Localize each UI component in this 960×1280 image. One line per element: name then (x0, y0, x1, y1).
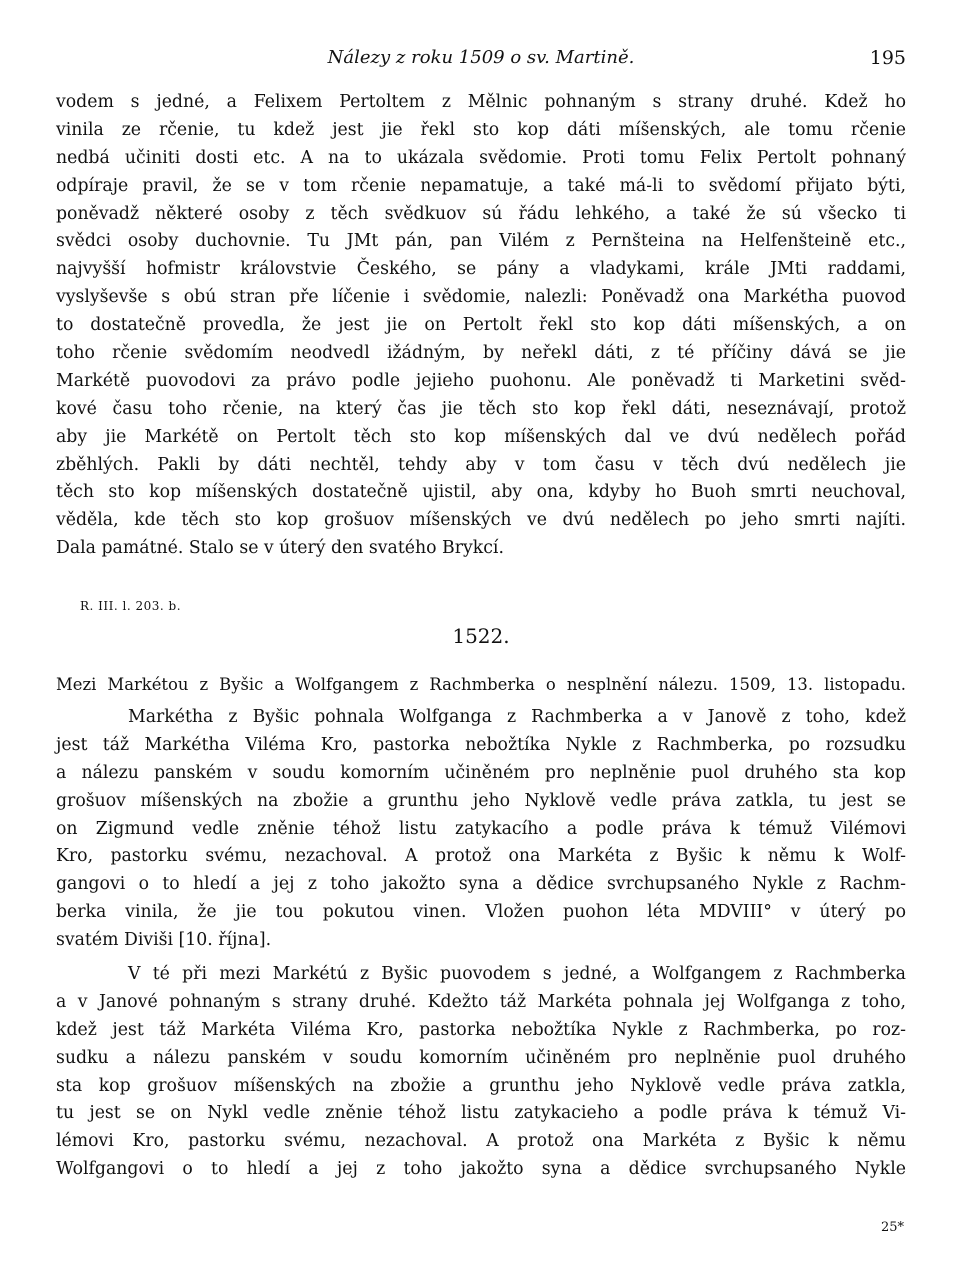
entry-summary: Mezi Markétou z Byšic a Wolfgangem z Rachmberka o nesplnění nálezu. 1509, 13. listopadu. (56, 675, 906, 694)
text-line: svatém Diviši [10. října]. (56, 930, 272, 951)
running-title: Nálezy z roku 1509 o sv. Martině. (327, 47, 635, 68)
text-line: Kro, pastorku svému, nezachoval. A protož ona Markéta z Byšic k němu k Wolf- (56, 846, 906, 867)
running-head (56, 44, 906, 72)
text-line: V té při mezi Markétú z Byšic puovodem s jedné, a Wolfgangem z Rachmberka (128, 964, 906, 984)
text-line: nedbá učiniti dosti etc. A na to ukázala svědomie. Proti tomu Felix Pertolt pohnaný (56, 147, 906, 168)
text-line: vodem s jedné, a Felixem Pertoltem z Mělnic pohnaným s strany druhé. Kdež ho (56, 92, 906, 112)
page-number: 195 (869, 47, 906, 69)
text-line: toho rčenie svědomím neodvedl ižádným, by neřekl dáti, z té příčiny dává se jie (56, 343, 906, 364)
text-line: Dala památné. Stalo se v úterý den svatého Brykcí. (56, 538, 504, 559)
signature-mark: 25* (880, 1220, 904, 1235)
text-line: jest táž Markétha Viléma Kro, pastorka nebožtíka Nykle z Rachmberka, po rozsudku (56, 734, 906, 755)
text-line: to dostatečně provedla, že jest jie on Pertolt řekl sto kop dáti míšenských, a on (56, 315, 906, 336)
entry-paragraph-1 (56, 704, 906, 955)
text-line: věděla, kde těch sto kop grošuov míšenských ve dvú nedělech po jeho smrti najíti. (56, 510, 906, 531)
text-line: poněvadž některé osoby z těch svědkuov sú řádu lehkého, a také že sú všecko ti (56, 203, 906, 224)
text-line: vinila ze rčenie, tu kdež jest jie řekl sto kop dáti míšenských, ale tomu rčenie (56, 119, 906, 140)
text-line: kdež jest táž Markéta Viléma Kro, pastorka nebožtíka Nykle z Rachmberka, po roz- (56, 1019, 906, 1040)
text-line: tu jest se on Nykl vedle zněnie téhož listu zatykacieho a podle práva k témuž Vi- (56, 1103, 906, 1124)
text-line: gangovi o to hledí a jej z toho jakožto syna a dědice svrchupsaného Nykle z Rachm- (56, 874, 906, 895)
text-line: sta kop grošuov míšenských na zbožie a grunthu jeho Nyklově vedle práva zatkla, (56, 1075, 906, 1096)
archive-reference: R. III. l. 203. b. (80, 599, 182, 613)
text-line: aby jie Markétě on Pertolt těch sto kop míšenských dal ve dvú nedělech pořád (56, 426, 906, 447)
text-line: a v Janové pohnaným s strany druhé. Kdežto táž Markéta pohnala jej Wolfganga z toho, (56, 991, 906, 1012)
text-line: berka vinila, že jie tou pokutou vinen. Vložen puohon léta MDVIII° v úterý po (56, 902, 906, 923)
text-line: odpíraje pravil, že se v tom rčenie nepamatuje, a také má-li to svědomí přijato býti, (56, 175, 906, 196)
text-line: svědci osoby duchovnie. Tu JMt pán, pan Vilém z Pernšteina na Helfenšteině etc., (56, 231, 906, 252)
text-line: kové času toho rčenie, na který čas jie těch sto kop řekl dáti, neseznávají, protož (56, 398, 906, 419)
text-line: Markétě puovodovi za právo podle jejieho puohonu. Ale poněvadž ti Marketini svěd- (56, 370, 906, 391)
text-line: Markétha z Byšic pohnala Wolfganga z Rachmberka a v Janově z toho, kdež (128, 707, 906, 727)
text-line: Wolfgangovi o to hledí a jej z toho jakožto syna a dědice svrchupsaného Nykle (56, 1159, 906, 1180)
entry-paragraph-2 (56, 961, 906, 1184)
continued-paragraph (56, 89, 906, 563)
text-line: sudku a nálezu panském v soudu komorním učiněném pro neplněnie puol druhého (56, 1047, 906, 1068)
text-line: zběhlých. Pakli by dáti nechtěl, tehdy aby v tom času v těch dvú nedělech jie (56, 454, 906, 475)
text-line: vyslyševše s obú stran pře líčenie i svědomie, nalezli: Poněvadž ona Markétha puovod (56, 287, 906, 308)
text-line: a nálezu panském v soudu komorním učiněném pro neplněnie puol druhého sta kop (56, 762, 906, 783)
text-line: těch sto kop míšenských dostatečně ujistil, aby ona, kdyby ho Buoh smrti neuchoval, (56, 482, 906, 503)
text-line: grošuov míšenských na zbožie a grunthu jeho Nyklově vedle práva zatkla, tu jest se (56, 790, 906, 811)
text-line: on Zigmund vedle zněnie téhož listu zatykacího a podle práva k témuž Vilémovi (56, 818, 906, 839)
entry-number: 1522. (452, 624, 510, 648)
text-line: lémovi Kro, pastorku svému, nezachoval. A protož ona Markéta z Byšic k němu (56, 1131, 906, 1152)
text-line: najvyšší hofmistr královstvie Českého, se pány a vladykami, krále JMti raddami, (56, 259, 906, 280)
